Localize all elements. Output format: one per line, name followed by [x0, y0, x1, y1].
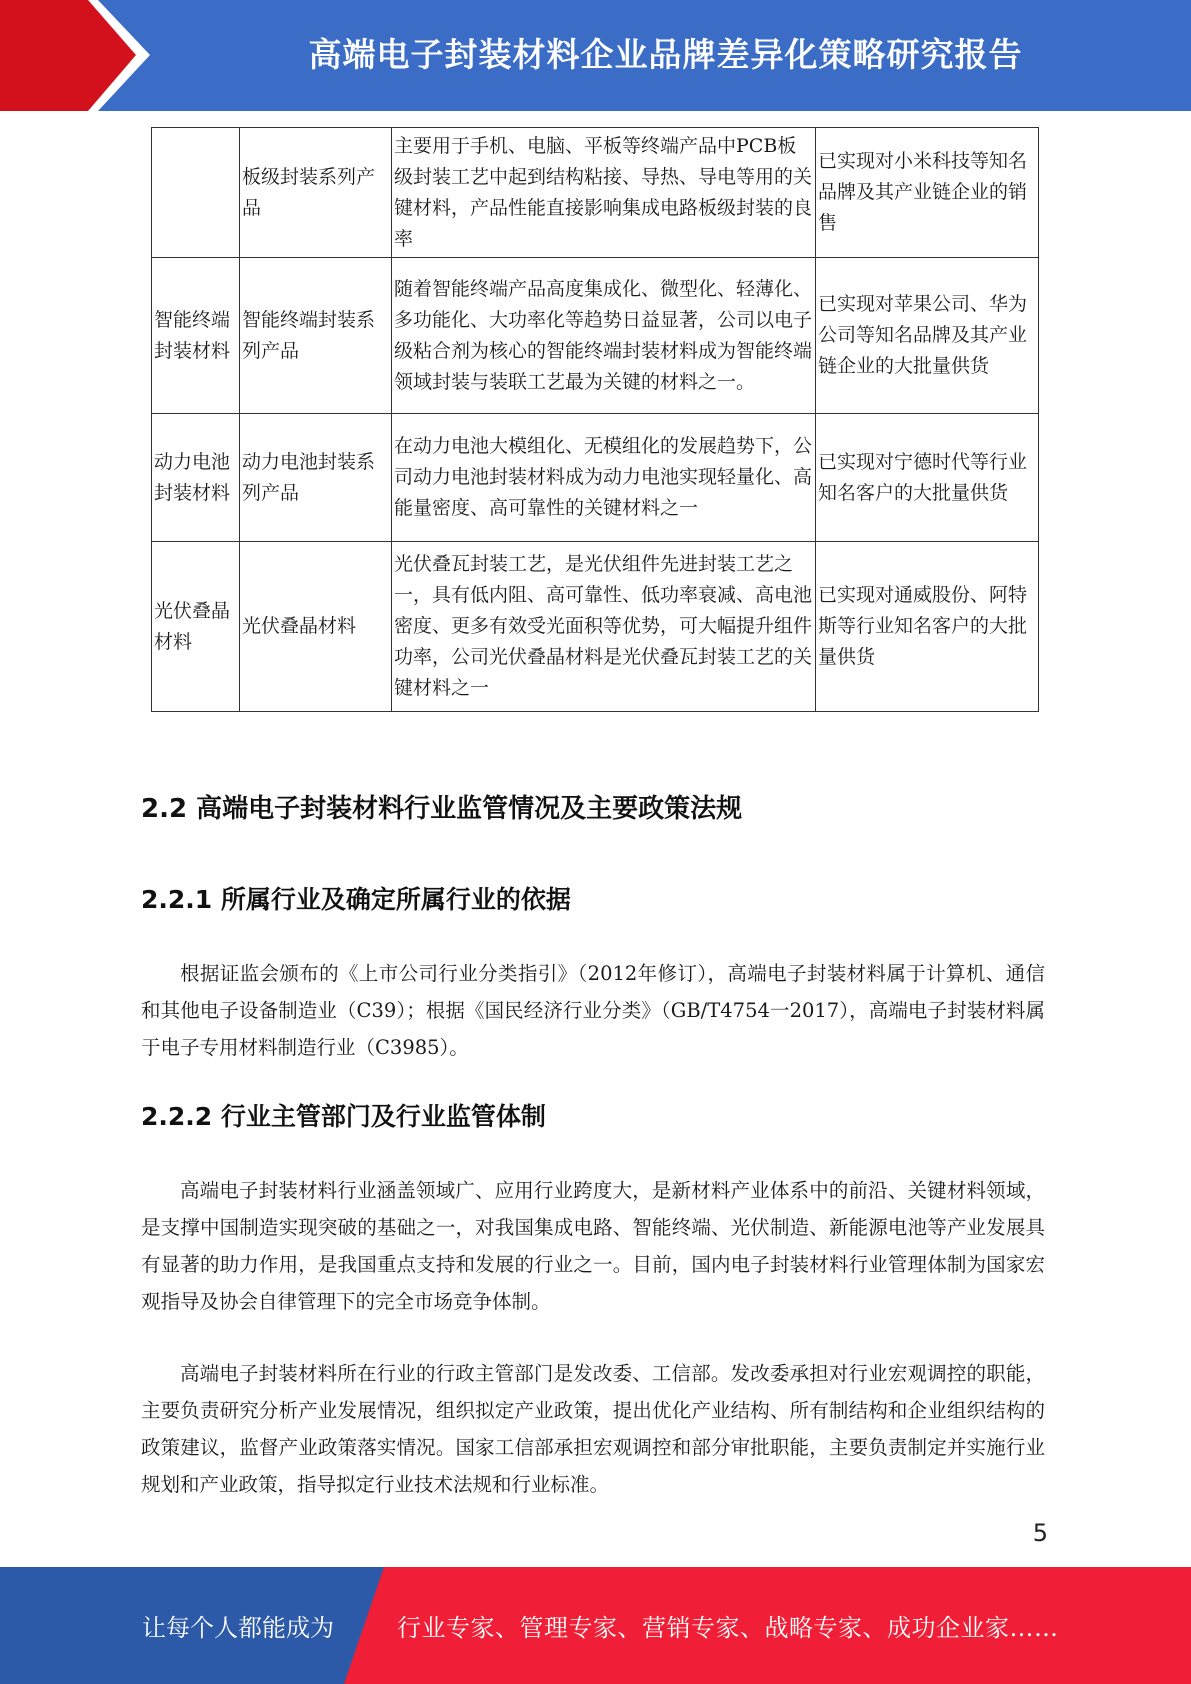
product-cell: 动力电池封装系列产品 — [240, 414, 392, 542]
page-footer — [0, 1567, 1191, 1684]
table-row — [152, 414, 1039, 542]
footer-slogan-left: 让每个人都能成为 — [142, 1614, 334, 1642]
subsection-heading-industry: 2.2.1 所属行业及确定所属行业的依据 — [141, 885, 571, 914]
category-cell: 光伏叠晶材料 — [152, 542, 240, 712]
table-row — [152, 542, 1039, 712]
report-title: 高端电子封装材料企业品牌差异化策略研究报告 — [308, 34, 1023, 74]
product-cell: 智能终端封装系列产品 — [240, 258, 392, 414]
customers-cell: 已实现对苹果公司、华为公司等知名品牌及其产业链企业的大批量供货 — [816, 258, 1039, 414]
table-row — [152, 258, 1039, 414]
chevron-arrow-icon — [0, 0, 160, 111]
paragraph-regulation-system: 高端电子封装材料行业涵盖领域广、应用行业跨度大，是新材料产业体系中的前沿、关键材料领域，是支撑中国制造实现突破的基础之一，对我国集成电路、智能终端、光伏制造、新能源电池等产业发展具有显著的助力作用，是我国重点支持和发展的行业之一。目前，国内电子封装材料行业管理体制为国家宏观指导及协会自律管理下的完全市场竞争体制。 — [141, 1179, 1045, 1313]
paragraph-authorities: 高端电子封装材料所在行业的行政主管部门是发改委、工信部。发改委承担对行业宏观调控的职能，主要负责研究分析产业发展情况，组织拟定产业政策，提出优化产业结构、所有制结构和企业组织结构的政策建议，监督产业政策落实情况。国家工信部承担宏观调控和部分审批职能，主要负责制定并实施行业规划和产业政策，指导拟定行业技术法规和行业标准。 — [141, 1362, 1045, 1496]
category-cell — [152, 128, 240, 258]
category-cell: 动力电池封装材料 — [152, 414, 240, 542]
description-cell: 光伏叠瓦封装工艺，是光伏组件先进封装工艺之一，具有低内阻、高可靠性、低功率衰减、高电池密度、更多有效受光面积等优势，可大幅提升组件功率，公司光伏叠晶材料是光伏叠瓦封装工艺的关键材料之一 — [392, 542, 816, 712]
table-row — [152, 128, 1039, 258]
description-cell: 在动力电池大模组化、无模组化的发展趋势下，公司动力电池封装材料成为动力电池实现轻量化、高能量密度、高可靠性的关键材料之一 — [392, 414, 816, 542]
paragraph-industry-classification: 根据证监会颁布的《上市公司行业分类指引》（2012年修订），高端电子封装材料属于计算机、通信和其他电子设备制造业（C39）；根据《国民经济行业分类》（GB/T4754一2017），高端电子封装材料属于电子专用材料制造行业（C3985）。 — [141, 962, 1045, 1059]
footer-slogan-right: 行业专家、管理专家、营销专家、战略专家、成功企业家…… — [397, 1614, 1059, 1642]
product-table — [151, 127, 1039, 712]
product-cell: 板级封装系列产品 — [240, 128, 392, 258]
customers-cell: 已实现对通威股份、阿特斯等行业知名客户的大批量供货 — [816, 542, 1039, 712]
product-cell: 光伏叠晶材料 — [240, 542, 392, 712]
description-cell: 随着智能终端产品高度集成化、微型化、轻薄化、多功能化、大功率化等趋势日益显著，公司以电子级粘合剂为核心的智能终端封装材料成为智能终端领域封装与装联工艺最为关键的材料之一。 — [392, 258, 816, 414]
customers-cell: 已实现对小米科技等知名品牌及其产业链企业的销售 — [816, 128, 1039, 258]
section-heading: 2.2 高端电子封装材料行业监管情况及主要政策法规 — [141, 794, 743, 824]
subsection-heading-regulation: 2.2.2 行业主管部门及行业监管体制 — [141, 1102, 546, 1131]
page-number: 5 — [1032, 1519, 1048, 1547]
description-cell: 主要用于手机、电脑、平板等终端产品中PCB板级封装工艺中起到结构粘接、导热、导电等用的关键材料，产品性能直接影响集成电路板级封装的良率 — [392, 128, 816, 258]
category-cell: 智能终端封装材料 — [152, 258, 240, 414]
page-header — [0, 0, 1191, 111]
customers-cell: 已实现对宁德时代等行业知名客户的大批量供货 — [816, 414, 1039, 542]
